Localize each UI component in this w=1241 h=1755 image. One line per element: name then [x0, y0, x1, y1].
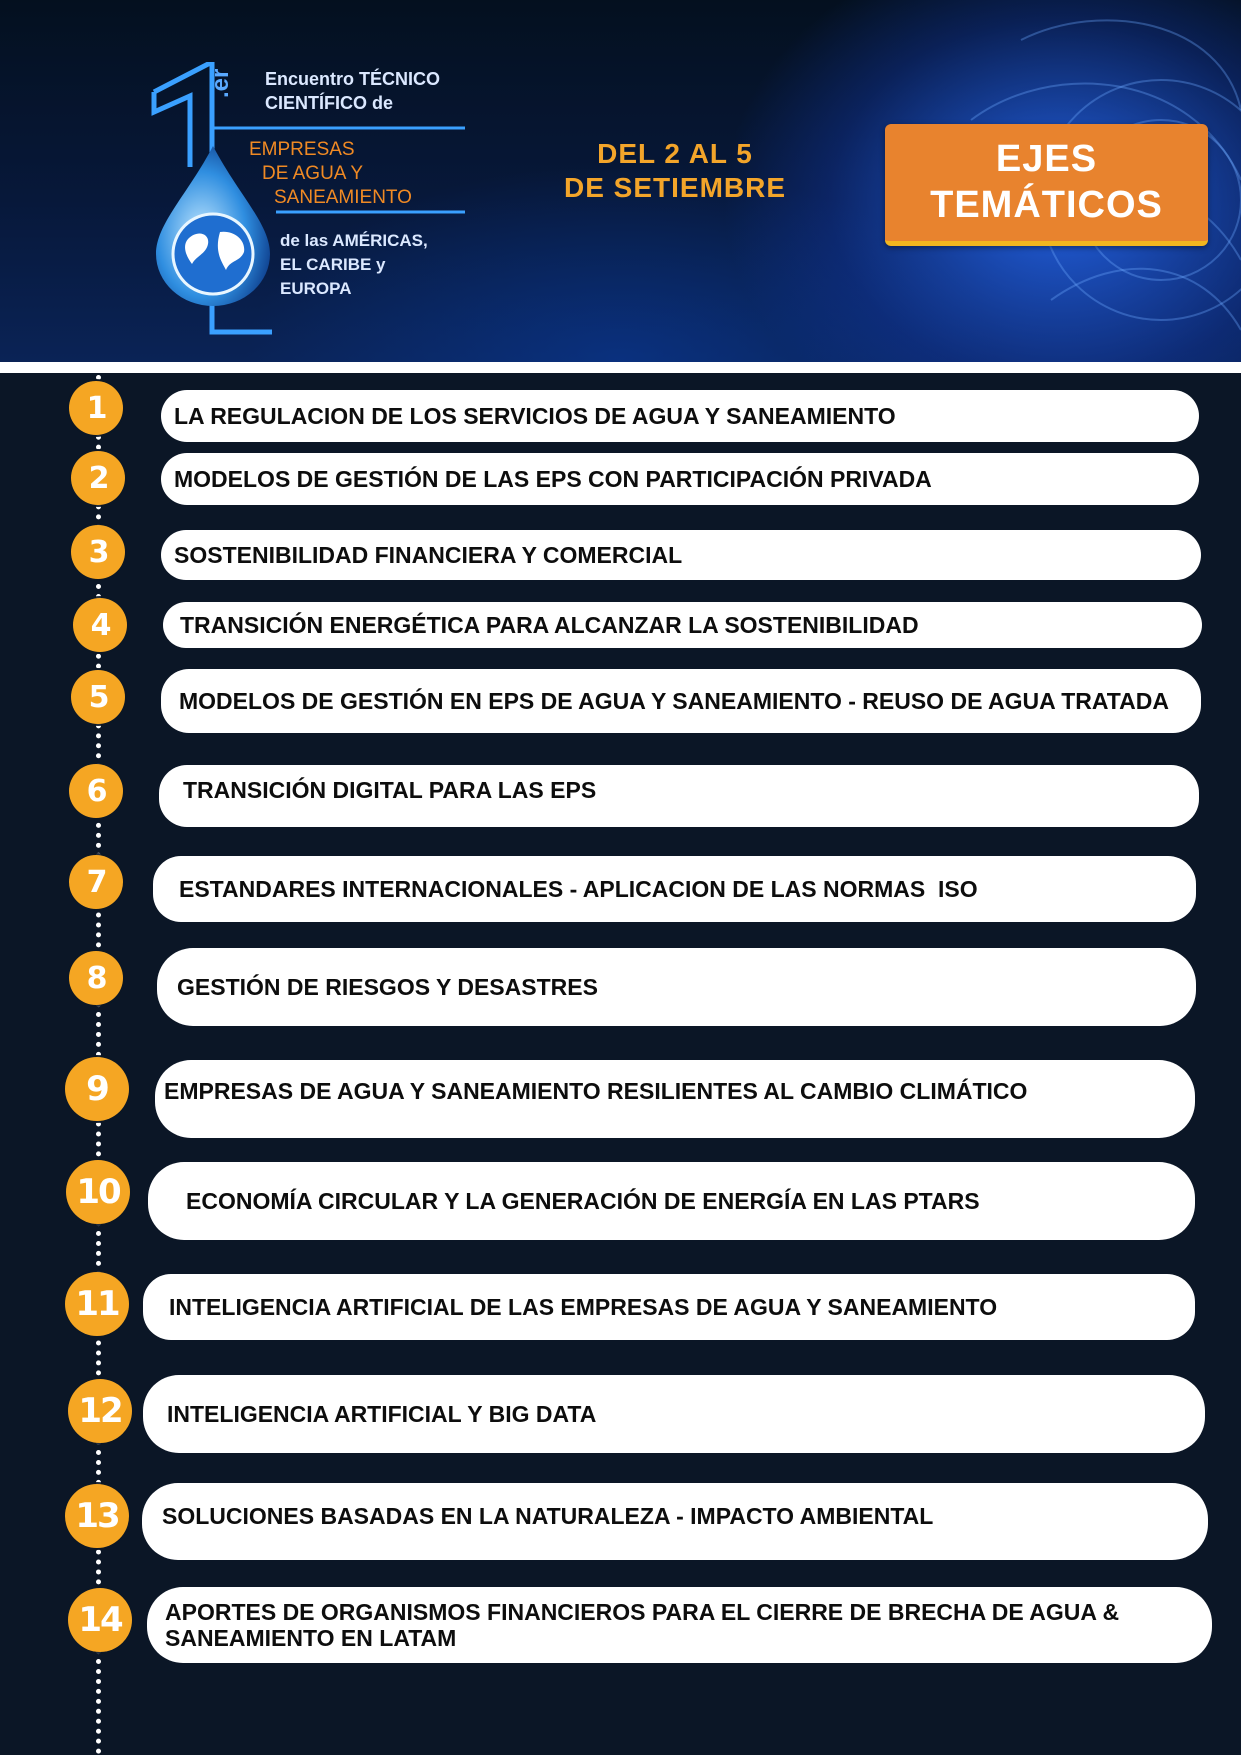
topic-title: GESTIÓN DE RIESGOS Y DESASTRES — [177, 973, 598, 1000]
topic-title: ESTANDARES INTERNACIONALES - APLICACION DE LAS NORMAS ISO — [179, 875, 978, 902]
logo-text-line: EL CARIBE y — [280, 255, 386, 274]
topic-item — [153, 856, 1196, 922]
logo-text-line: de las AMÉRICAS, — [280, 231, 428, 250]
topic-title: MODELOS DE GESTIÓN EN EPS DE AGUA Y SANEAMIENTO - REUSO DE AGUA TRATADA — [179, 687, 1169, 714]
topic-item — [148, 1162, 1195, 1240]
topic-item — [157, 948, 1196, 1026]
header-divider — [0, 362, 1241, 373]
topic-title: INTELIGENCIA ARTIFICIAL DE LAS EMPRESAS DE AGUA Y SANEAMIENTO — [169, 1293, 998, 1320]
logo-text-line: DE AGUA Y — [262, 163, 364, 184]
topic-title: ECONOMÍA CIRCULAR Y LA GENERACIÓN DE ENERGÍA EN LAS PTARS — [186, 1187, 980, 1214]
topic-number-badge: 6 — [69, 764, 123, 818]
topic-number-badge: 3 — [71, 525, 125, 579]
topic-title: APORTES DE ORGANISMOS FINANCIEROS PARA EL CIERRE DE BRECHA DE AGUA & SANEAMIENTO EN LATAM — [165, 1598, 1126, 1651]
badge-line-2: TEMÁTICOS — [930, 183, 1163, 226]
logo-text-line: Encuentro TÉCNICO — [265, 69, 441, 89]
topic-item — [155, 1060, 1195, 1138]
badge-line-1: EJES — [995, 137, 1098, 180]
topic-item — [161, 530, 1201, 580]
topic-item — [147, 1587, 1212, 1663]
topic-number-badge: 9 — [65, 1057, 129, 1121]
topic-item — [142, 1483, 1208, 1560]
topic-number-badge: 2 — [71, 451, 125, 505]
topic-item — [159, 765, 1199, 827]
topic-number-badge: 8 — [69, 951, 123, 1005]
logo-superscript: .er — [207, 68, 234, 98]
topic-title: TRANSICIÓN ENERGÉTICA PARA ALCANZAR LA SOSTENIBILIDAD — [180, 611, 919, 638]
topic-number-badge: 11 — [65, 1272, 129, 1336]
topic-title: SOLUCIONES BASADAS EN LA NATURALEZA - IMPACTO AMBIENTAL — [162, 1503, 934, 1529]
topic-item — [161, 390, 1199, 442]
logo-text-line: EUROPA — [280, 279, 352, 298]
topic-number-badge: 12 — [68, 1379, 132, 1443]
topic-number-badge: 10 — [66, 1160, 130, 1224]
event-dates — [555, 138, 795, 204]
ejes-tematicos-badge — [885, 124, 1208, 246]
topic-title: MODELOS DE GESTIÓN DE LAS EPS CON PARTICIPACIÓN PRIVADA — [174, 465, 932, 492]
logo-text-line: SANEAMIENTO — [274, 187, 412, 208]
topic-number-badge: 4 — [73, 598, 127, 652]
topic-number-badge: 5 — [71, 670, 125, 724]
topic-item — [161, 453, 1199, 505]
topic-item — [163, 602, 1202, 648]
topic-title: LA REGULACION DE LOS SERVICIOS DE AGUA Y SANEAMIENTO — [174, 402, 896, 429]
topic-number-badge: 7 — [69, 855, 123, 909]
header-banner — [0, 0, 1241, 362]
topic-title: EMPRESAS DE AGUA Y SANEAMIENTO RESILIENTES AL CAMBIO CLIMÁTICO — [164, 1078, 1028, 1104]
dates-line-1: DEL 2 AL 5 — [597, 138, 753, 169]
topic-item — [161, 669, 1201, 733]
topic-title: INTELIGENCIA ARTIFICIAL Y BIG DATA — [167, 1400, 597, 1427]
logo-text-line: CIENTÍFICO de — [265, 93, 394, 113]
topic-item — [143, 1274, 1195, 1340]
water-drop-globe-icon — [148, 144, 278, 309]
topic-number-badge: 1 — [69, 381, 123, 435]
topic-title: TRANSICIÓN DIGITAL PARA LAS EPS — [183, 777, 597, 803]
topic-number-badge: 13 — [65, 1484, 129, 1548]
logo-text-line: EMPRESAS — [249, 139, 355, 160]
event-logo — [150, 62, 470, 337]
topic-number-badge: 14 — [68, 1588, 132, 1652]
dates-line-2: DE SETIEMBRE — [563, 172, 787, 203]
topic-title: SOSTENIBILIDAD FINANCIERA Y COMERCIAL — [174, 541, 683, 568]
topic-item — [143, 1375, 1205, 1453]
